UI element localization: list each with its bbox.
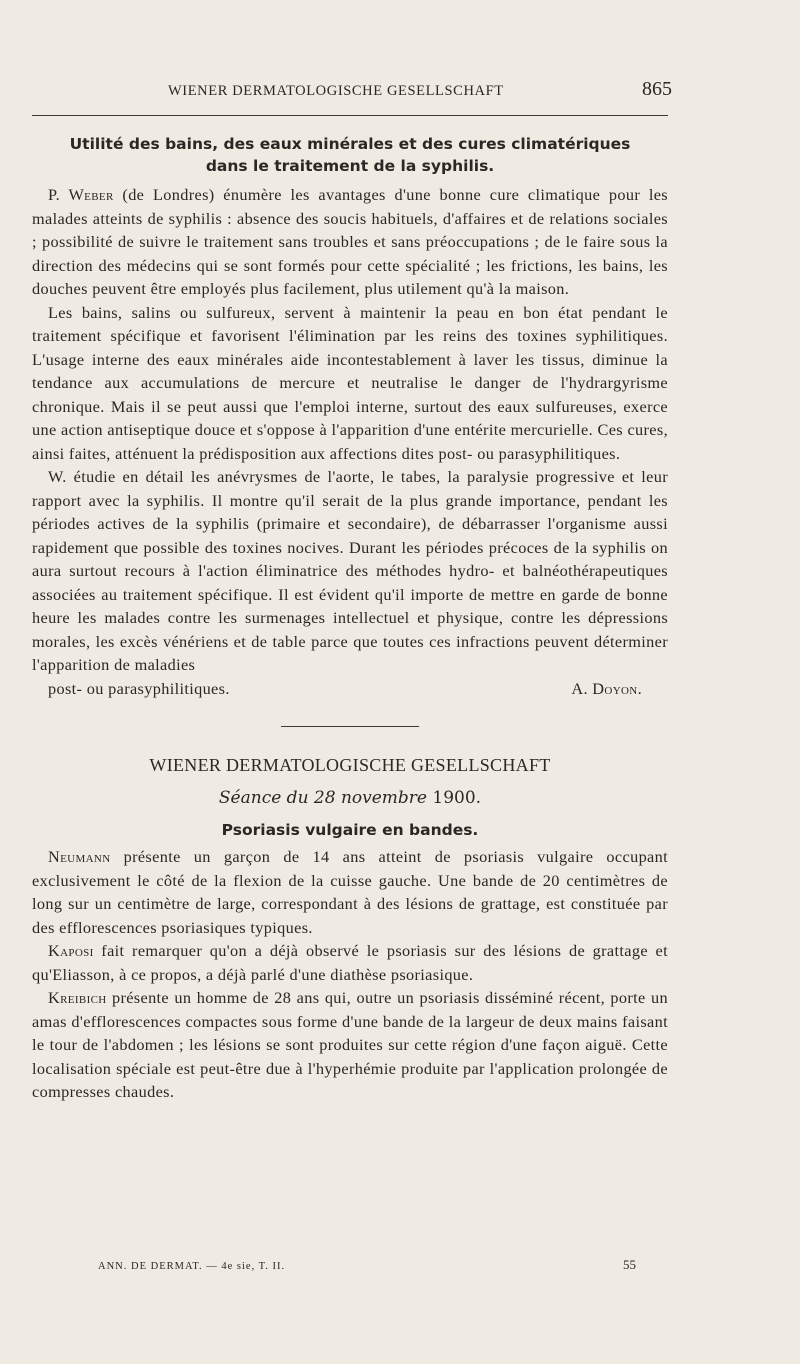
signature-line [32, 677, 668, 701]
paragraph: Les bains, salins ou sulfureux, servent à maintenir la peau en bon état pendant le traitement spécifique et favorisent l'élimination par les reins des toxines syphilitiques. L'usage interne des eaux minérales aide incontestablement à laver les tissus, diminue la tendance aux accumulations de mercure et neutralise le danger de l'hydrargyrisme chronique. Mais il se peut aussi que l'emploi interne, surtout des eaux sulfureuses, exerce une action antiseptique douce et s'oppose à l'apparition d'une entérite mercurielle. Ces cures, ainsi faites, atténuent la prédisposition aux affections dites post- ou parasyphilitiques. [32, 302, 668, 463]
running-head [32, 78, 672, 101]
paragraph-text: (de Londres) énumère les avantages d'une bonne cure climatique pour les malades atteints de syphilis : absence des soucis habituels, d'affaires et de relations sociales ; possibilité de suivre le traitement sans troubles et sans préoccupations ; de le faire sous la direction des médecins qui se sont formés pour cette spécialité ; les frictions, les bains, les douches peuvent être employés plus facilement, plus utilement qu'à la maison. [32, 185, 668, 298]
header-rule [32, 115, 668, 116]
author-name: Kreibich [48, 988, 107, 1007]
page-number: 865 [642, 78, 672, 100]
session-date [32, 788, 668, 808]
page-content [32, 133, 668, 1104]
session-label: Séance du 28 novembre [218, 788, 427, 808]
subsection-title: Psoriasis vulgaire en bandes. [221, 821, 479, 839]
paragraph [32, 183, 668, 301]
paragraph [32, 465, 668, 700]
paragraph-last-line: post- ou parasyphilitiques. [48, 678, 230, 698]
paragraph [32, 845, 668, 939]
paragraph-text: W. étudie en détail les anévrysmes de l'aorte, le tabes, la paralysie progressive et leur rapport avec la syphilis. Il montre qu'il serait de la plus grande importance, pendant les périodes actives de la syphilis (primaire et secondaire), de débarrasser l'organisme aussi rapidement que possible des toxines nocives. Durant les périodes précoces de la syphilis on aura surtout recours à l'action éliminatrice des méthodes hydro- et balnéothérapeutiques associées au traitement spécifique. Il est évident qu'il importe de mettre en garde de bonne heure les malades contre les surmenages intellectuel et physique, contre les dépressions morales, les excès vénériens et de table parce que toutes ces infractions peuvent déterminer l'apparition de maladies [32, 467, 668, 674]
journal-reference: ANN. DE DERMAT. — 4e sie, T. II. [98, 1261, 286, 1272]
article-title [32, 133, 668, 177]
signature: A. Doyon. [571, 678, 642, 698]
session-year: 1900. [432, 788, 482, 808]
paragraph-text: présente un garçon de 14 ans atteint de psoriasis vulgaire occupant exclusivement le côté de la flexion de la cuisse gauche. Une bande de 20 centimètres de long sur un centimètre de large, correspondant à des lésions de grattage, est constituée par des efflorescences psoriasiques typiques. [32, 847, 668, 937]
paragraph [32, 986, 668, 1104]
running-title: WIENER DERMATOLOGISCHE GESELLSCHAFT [168, 83, 504, 99]
author-name: Neumann [48, 847, 111, 866]
paragraph [32, 939, 668, 986]
author-name: Kaposi [48, 941, 94, 960]
section-heading: WIENER DERMATOLOGISCHE GESELLSCHAFT [149, 755, 551, 775]
page-footer [98, 1257, 636, 1273]
article-title-line1: Utilité des bains, des eaux minérales et des cures climatériques [69, 135, 631, 153]
author-name: P. Weber [48, 185, 114, 204]
section-divider [281, 726, 419, 727]
paragraph-text: présente un homme de 28 ans qui, outre un psoriasis disséminé récent, porte un amas d'efflorescences compactes sous forme d'une bande de la largeur de deux mains faisant le tour de l'abdomen ; les lésions se sont produites sur cette région d'une façon aiguë. Cette localisation spéciale est peut-être due à l'hyperhémie produite par l'application prolongée de compresses chaudes. [32, 988, 668, 1101]
paragraph-text: fait remarquer qu'on a déjà observé le psoriasis sur des lésions de grattage et qu'Eliasson, à ce propos, a déjà parlé d'une diathèse psoriasique. [32, 941, 668, 984]
signature-number: 55 [623, 1257, 636, 1272]
article-title-line2: dans le traitement de la syphilis. [205, 157, 495, 175]
